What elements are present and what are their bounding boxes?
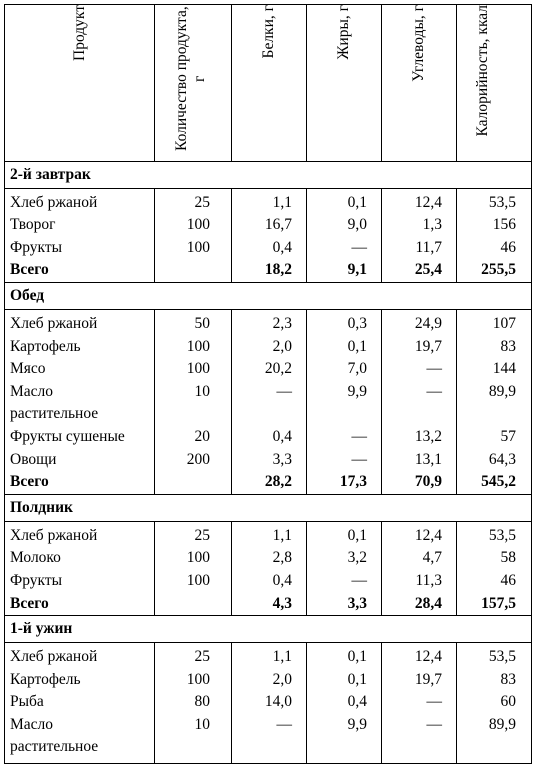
- cell-protein: 1,1: [232, 643, 307, 669]
- cell-kcal: 60: [457, 691, 532, 714]
- cell-qty: 25: [155, 643, 232, 669]
- cell-qty: 200: [155, 449, 232, 472]
- cell-protein: 0,4: [232, 237, 307, 260]
- cell-kcal: 156: [457, 214, 532, 237]
- cell-kcal: 107: [457, 309, 532, 335]
- cell-kcal: 83: [457, 336, 532, 359]
- section-row: [5, 161, 532, 188]
- cell-protein: 20,2: [232, 358, 307, 381]
- cell-fat: —: [307, 237, 382, 260]
- cell-fat: 0,1: [307, 669, 382, 692]
- product-name: Овощи: [5, 449, 155, 472]
- table-row: [5, 188, 532, 214]
- product-name: Рыба: [5, 691, 155, 714]
- cell-carbs: 11,3: [382, 570, 457, 593]
- product-name: Всего: [5, 259, 155, 282]
- product-name: Фрукты: [5, 570, 155, 593]
- table-end-line: [5, 759, 532, 764]
- cell-carbs: 13,1: [382, 449, 457, 472]
- product-name: Мясо: [5, 358, 155, 381]
- header-carbs: Углеводы, г: [382, 5, 457, 162]
- product-name: Масло растительное: [5, 714, 155, 759]
- cell-qty: [155, 471, 232, 494]
- cell-qty: 100: [155, 237, 232, 260]
- cell-fat: 17,3: [307, 471, 382, 494]
- cell-carbs: 19,7: [382, 669, 457, 692]
- cell-carbs: 19,7: [382, 336, 457, 359]
- cell-kcal: 64,3: [457, 449, 532, 472]
- product-name: Хлеб ржаной: [5, 643, 155, 669]
- table-row: [5, 214, 532, 237]
- cell-protein: 4,3: [232, 593, 307, 616]
- product-name: Всего: [5, 593, 155, 616]
- cell-kcal: 144: [457, 358, 532, 381]
- end-cell: [5, 759, 155, 764]
- cell-carbs: 4,7: [382, 547, 457, 570]
- end-cell: [232, 759, 307, 764]
- end-cell: [382, 759, 457, 764]
- table-body: [5, 161, 532, 763]
- section-title: 1-й ужин: [5, 616, 532, 643]
- cell-fat: —: [307, 449, 382, 472]
- table-row: [5, 570, 532, 593]
- table-row: [5, 237, 532, 260]
- cell-qty: 25: [155, 521, 232, 547]
- section-row: [5, 282, 532, 309]
- cell-kcal: 89,9: [457, 714, 532, 759]
- cell-fat: 3,2: [307, 547, 382, 570]
- cell-fat: —: [307, 426, 382, 449]
- cell-qty: 10: [155, 714, 232, 759]
- cell-qty: [155, 259, 232, 282]
- table-row: [5, 449, 532, 472]
- header-row: [5, 5, 532, 162]
- cell-fat: 9,9: [307, 714, 382, 759]
- cell-qty: 100: [155, 358, 232, 381]
- cell-kcal: 89,9: [457, 381, 532, 426]
- product-name: Хлеб ржаной: [5, 188, 155, 214]
- product-name: Картофель: [5, 336, 155, 359]
- cell-kcal: 255,5: [457, 259, 532, 282]
- header-protein: Белки, г: [232, 5, 307, 162]
- end-cell: [155, 759, 232, 764]
- cell-carbs: 12,4: [382, 188, 457, 214]
- table-row: [5, 643, 532, 669]
- cell-carbs: —: [382, 381, 457, 426]
- total-row: [5, 259, 532, 282]
- cell-fat: 0,1: [307, 188, 382, 214]
- section-title: Полдник: [5, 494, 532, 521]
- cell-protein: —: [232, 714, 307, 759]
- end-cell: [307, 759, 382, 764]
- cell-fat: 9,1: [307, 259, 382, 282]
- section-row: [5, 494, 532, 521]
- cell-protein: 14,0: [232, 691, 307, 714]
- cell-protein: 0,4: [232, 570, 307, 593]
- cell-fat: 0,3: [307, 309, 382, 335]
- cell-protein: 3,3: [232, 449, 307, 472]
- cell-protein: —: [232, 381, 307, 426]
- cell-kcal: 53,5: [457, 521, 532, 547]
- table-row: [5, 358, 532, 381]
- cell-carbs: 24,9: [382, 309, 457, 335]
- section-row: [5, 616, 532, 643]
- cell-qty: 100: [155, 336, 232, 359]
- header-fat: Жиры, г: [307, 5, 382, 162]
- cell-carbs: —: [382, 691, 457, 714]
- table-row: [5, 714, 532, 759]
- total-row: [5, 593, 532, 616]
- product-name: Творог: [5, 214, 155, 237]
- table-row: [5, 381, 532, 426]
- header-kcal: Калорийность, ккал: [457, 5, 532, 162]
- cell-kcal: 58: [457, 547, 532, 570]
- product-name: Молоко: [5, 547, 155, 570]
- cell-fat: 7,0: [307, 358, 382, 381]
- cell-carbs: 25,4: [382, 259, 457, 282]
- cell-fat: 9,0: [307, 214, 382, 237]
- cell-protein: 2,8: [232, 547, 307, 570]
- section-title: Обед: [5, 282, 532, 309]
- cell-fat: 0,4: [307, 691, 382, 714]
- cell-carbs: 12,4: [382, 521, 457, 547]
- cell-kcal: 46: [457, 237, 532, 260]
- product-name: Всего: [5, 471, 155, 494]
- product-name: Фрукты: [5, 237, 155, 260]
- cell-carbs: 70,9: [382, 471, 457, 494]
- cell-protein: 1,1: [232, 188, 307, 214]
- cell-protein: 16,7: [232, 214, 307, 237]
- cell-kcal: 157,5: [457, 593, 532, 616]
- cell-qty: 100: [155, 669, 232, 692]
- product-name: Фрукты сушеные: [5, 426, 155, 449]
- cell-fat: 0,1: [307, 521, 382, 547]
- header-qty: Количество продукта, г: [155, 5, 232, 162]
- nutrition-table: [4, 4, 532, 764]
- cell-protein: 18,2: [232, 259, 307, 282]
- header-product: Продукт: [5, 5, 155, 162]
- cell-fat: 3,3: [307, 593, 382, 616]
- cell-protein: 2,0: [232, 336, 307, 359]
- cell-fat: 0,1: [307, 643, 382, 669]
- cell-kcal: 57: [457, 426, 532, 449]
- cell-carbs: —: [382, 714, 457, 759]
- table-row: [5, 336, 532, 359]
- cell-kcal: 83: [457, 669, 532, 692]
- cell-carbs: —: [382, 358, 457, 381]
- cell-qty: 10: [155, 381, 232, 426]
- cell-protein: 2,0: [232, 669, 307, 692]
- table-row: [5, 547, 532, 570]
- product-name: Картофель: [5, 669, 155, 692]
- cell-carbs: 1,3: [382, 214, 457, 237]
- table-row: [5, 669, 532, 692]
- cell-qty: 100: [155, 570, 232, 593]
- cell-qty: 25: [155, 188, 232, 214]
- cell-qty: 20: [155, 426, 232, 449]
- cell-kcal: 53,5: [457, 188, 532, 214]
- product-name: Хлеб ржаной: [5, 309, 155, 335]
- cell-carbs: 11,7: [382, 237, 457, 260]
- table-row: [5, 309, 532, 335]
- cell-carbs: 13,2: [382, 426, 457, 449]
- cell-qty: 100: [155, 214, 232, 237]
- cell-protein: 1,1: [232, 521, 307, 547]
- section-title: 2-й завтрак: [5, 161, 532, 188]
- cell-kcal: 46: [457, 570, 532, 593]
- cell-carbs: 12,4: [382, 643, 457, 669]
- cell-fat: 0,1: [307, 336, 382, 359]
- cell-protein: 0,4: [232, 426, 307, 449]
- cell-kcal: 53,5: [457, 643, 532, 669]
- product-name: Масло растительное: [5, 381, 155, 426]
- table-row: [5, 521, 532, 547]
- table-row: [5, 691, 532, 714]
- cell-qty: [155, 593, 232, 616]
- product-name: Хлеб ржаной: [5, 521, 155, 547]
- end-cell: [457, 759, 532, 764]
- table-row: [5, 426, 532, 449]
- total-row: [5, 471, 532, 494]
- cell-kcal: 545,2: [457, 471, 532, 494]
- cell-carbs: 28,4: [382, 593, 457, 616]
- cell-protein: 28,2: [232, 471, 307, 494]
- cell-qty: 80: [155, 691, 232, 714]
- cell-fat: 9,9: [307, 381, 382, 426]
- cell-fat: —: [307, 570, 382, 593]
- cell-qty: 100: [155, 547, 232, 570]
- cell-qty: 50: [155, 309, 232, 335]
- cell-protein: 2,3: [232, 309, 307, 335]
